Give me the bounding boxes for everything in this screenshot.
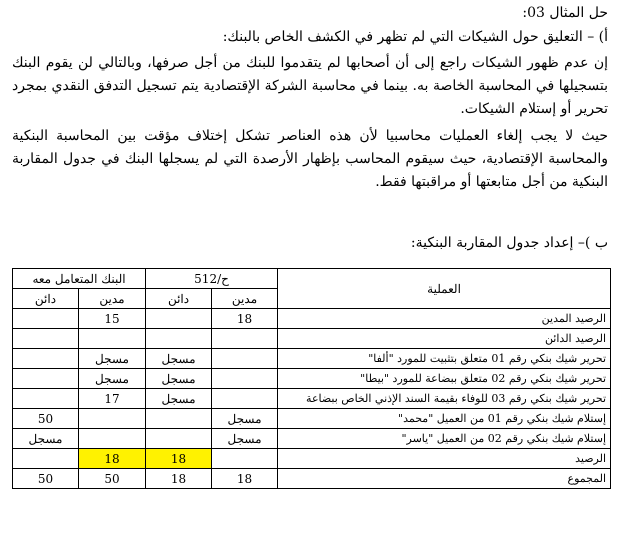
bank-reconciliation-table [12,268,611,489]
cell-operation: الرصيد [278,449,611,469]
cell-bank-credit [13,329,79,349]
cell-bank-credit: 50 [13,409,79,429]
paragraph-2: حيث لا يجب إلغاء العمليات محاسبيا لأن هذه العناصر تشكل إختلاف مؤقت بين المحاسبة البنكية والمحاسبة الإقتصادية، حيث سيقوم المحاسب بإظهار الأرصدة التي لم يسجلها البنك في جدول المقاربة البنكية من أجل متابعتها أو مراقبتها فقط. [12,128,608,190]
cell-bank-credit: 50 [13,469,79,489]
cell-account-debit: 18 [212,309,278,329]
cell-bank-credit [13,349,79,369]
cell-bank-credit [13,369,79,389]
cell-account-credit: 18 [146,469,212,489]
cell-account-debit [212,329,278,349]
cell-account-credit: مسجل [146,349,212,369]
cell-bank-credit [13,309,79,329]
cell-account-debit: مسجل [212,429,278,449]
cell-account-credit: مسجل [146,369,212,389]
header-account-debit: مدين [212,289,278,309]
cell-bank-debit: مسجل [79,369,146,389]
cell-account-credit [146,409,212,429]
cell-account-debit [212,349,278,369]
cell-bank-debit: 15 [79,309,146,329]
table-row [13,389,611,409]
cell-operation: تحرير شيك بنكي رقم 03 للوفاء بقيمة السند الإذني الخاص ببضاعة [278,389,611,409]
cell-account-debit [212,369,278,389]
cell-operation: تحرير شيك بنكي رقم 02 متعلق ببضاعة للمورد "بيطا" [278,369,611,389]
cell-bank-credit [13,389,79,409]
cell-account-credit: مسجل [146,389,212,409]
cell-operation: تحرير شيك بنكي رقم 01 متعلق بتثبيت للمورد "ألفا" [278,349,611,369]
table-row [13,449,611,469]
cell-account-debit [212,449,278,469]
header-account-credit: دائن [146,289,212,309]
table-row [13,309,611,329]
header-bank-credit: دائن [13,289,79,309]
cell-bank-debit [79,409,146,429]
section-a-title: أ) – التعليق حول الشيكات التي لم تظهر في الكشف الخاص بالبنك: [222,29,608,45]
cell-operation: إستلام شيك بنكي رقم 01 من العميل "محمد" [278,409,611,429]
header-bank: البنك المتعامل معه [13,269,146,289]
cell-operation: المجموع [278,469,611,489]
header-operation: العملية [278,269,611,309]
cell-operation: إستلام شيك بنكي رقم 02 من العميل "ياسر" [278,429,611,449]
table-header-row-1 [13,269,611,289]
cell-bank-debit: 17 [79,389,146,409]
cell-account-debit [212,389,278,409]
cell-bank-credit: مسجل [13,429,79,449]
table-row [13,469,611,489]
header-bank-debit: مدين [79,289,146,309]
cell-operation: الرصيد المدين [278,309,611,329]
cell-bank-debit: مسجل [79,349,146,369]
cell-bank-credit [13,449,79,469]
cell-account-credit [146,309,212,329]
table-row [13,329,611,349]
table-row [13,369,611,389]
cell-account-debit: 18 [212,469,278,489]
cell-bank-debit: 50 [79,469,146,489]
section-b-title: ب )– إعداد جدول المقاربة البنكية: [410,235,608,251]
cell-account-credit [146,429,212,449]
cell-account-credit [146,329,212,349]
cell-bank-debit: 18 [79,449,146,469]
table-row [13,429,611,449]
solution-heading: حل المثال 03: [522,5,608,21]
cell-bank-debit [79,429,146,449]
table-row [13,409,611,429]
cell-bank-debit [79,329,146,349]
header-account: ح/512 [146,269,278,289]
paragraph-1: إن عدم ظهور الشيكات راجع إلى أن أصحابها لم يتقدموا للبنك من أجل صرفها، وبالتالي لن يقوم البنك بتسجيلها في المحاسبة الخاصة به. بينما في محاسبة الشركة الإقتصادية يتم تسجيل التدفق النقدي بمجرد تحرير أو إستلام الشيكات. [12,55,608,117]
table-row [13,349,611,369]
cell-operation: الرصيد الدائن [278,329,611,349]
cell-account-debit: مسجل [212,409,278,429]
cell-account-credit: 18 [146,449,212,469]
